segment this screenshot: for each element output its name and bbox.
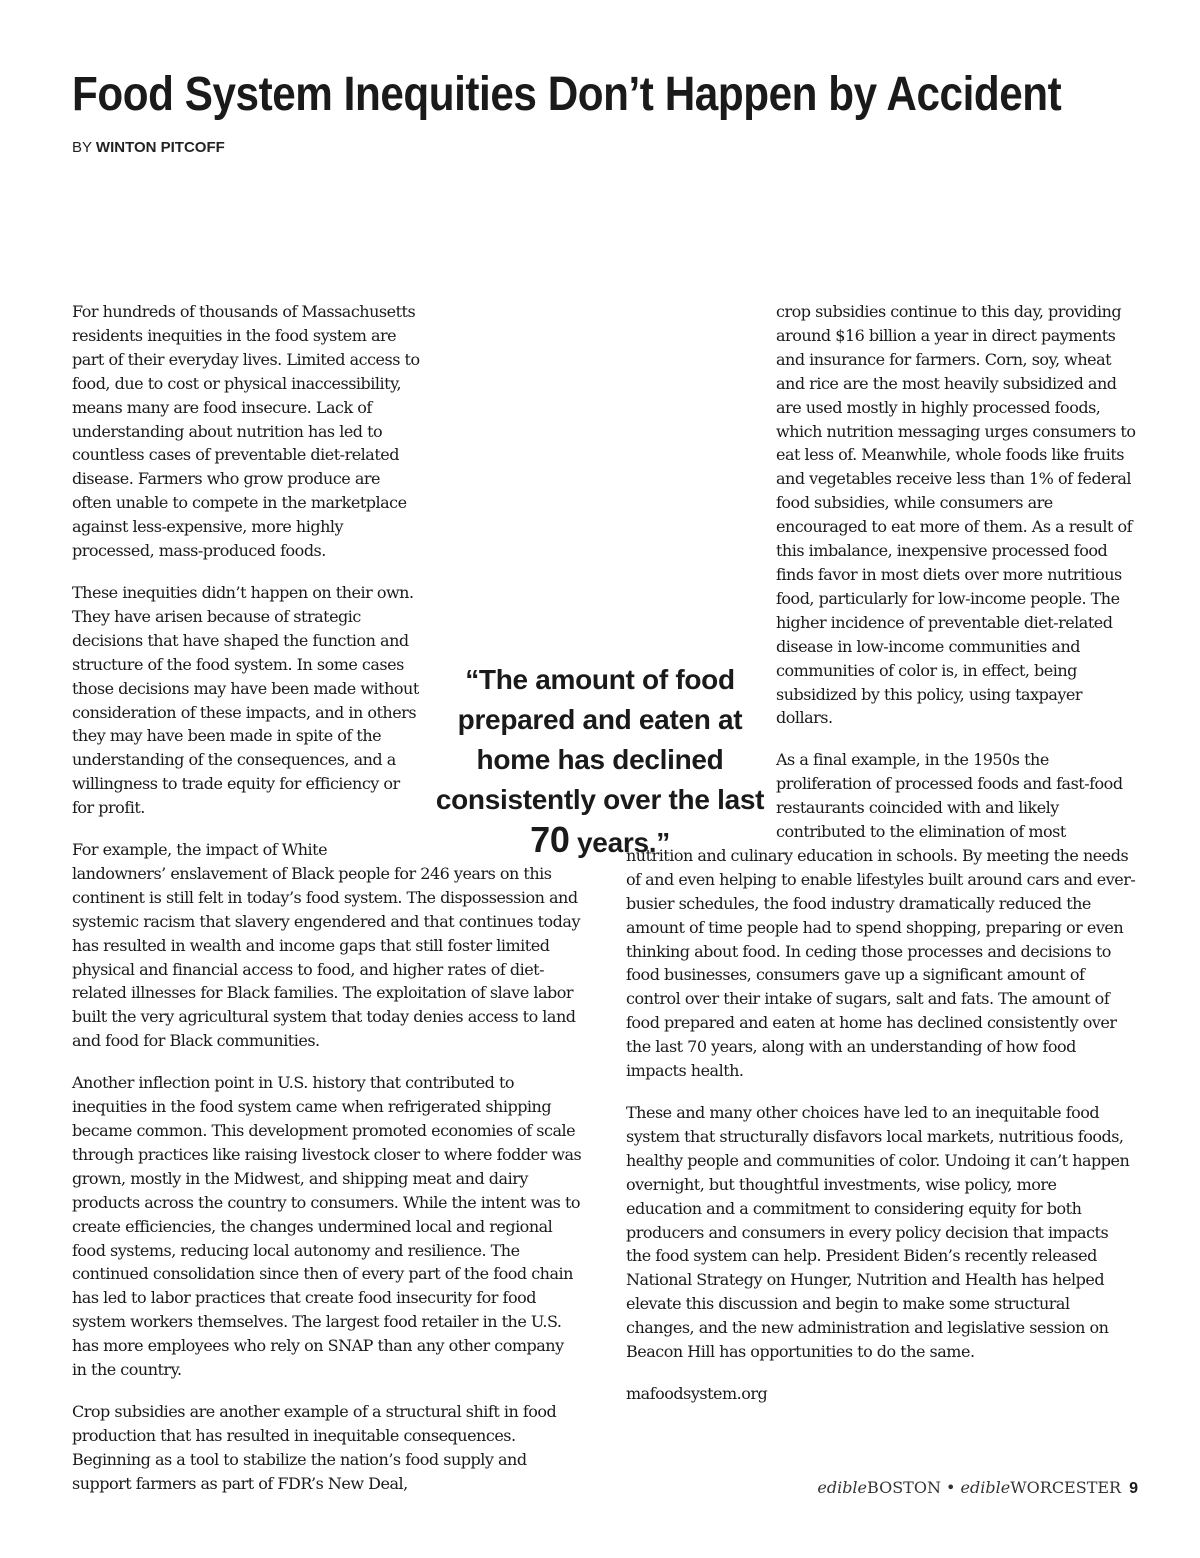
paragraph: These and many other choices have led to an inequitable food system that structurally disfavors local markets, nutritious foods, healthy people and communities of color. Undoing it can’t happen overnight, but thoughtful investments, wise policy, more education and a commitment to considering equity for both producers and consumers in every policy decision that impacts the food system can help. President Biden’s recently released National Strategy on Hunger, Nutrition and Health has helped elevate this discussion and begin to make some structural changes, and the new administration and legislative session on Beacon Hill has opportunities to do the same.	[626, 1103, 1130, 1362]
paragraph: As a final example, in the 1950s the proliferation of processed foods and fast-food restaurants coincided with and likely contributed to the elimination of most nutrition and culinary education in schools. By meeting the needs of and even helping to enable lifestyles built around cars and ever-busier schedules, the food industry dramatically reduced the amount of time people had to spend shopping, preparing or even thinking about food. In ceding those processes and decisions to food businesses, consumers gave up a significant amount of control over their intake of sugars, salt and fats. The amount of food prepared and eaten at home has declined consistently over the last 70 years, along with an understanding of how food impacts health.	[626, 750, 1136, 1081]
pull-quote-number: 70	[530, 819, 570, 860]
pull-quote-text: “The amount of food prepared and eaten at home has declined consistently over the last	[435, 664, 765, 815]
footer-brand-prefix: edible	[960, 1478, 1011, 1497]
page-number: 9	[1129, 1480, 1138, 1497]
website-link[interactable]: mafoodsystem.org	[626, 1383, 768, 1403]
byline	[72, 138, 225, 158]
author-name: WINTON PITCOFF	[95, 139, 225, 156]
footer-separator: •	[940, 1478, 961, 1497]
paragraph: Crop subsidies are another example of a structural shift in food production that has resulted in inequitable consequences. Beginning as a tool to stabilize the nation’s food supply and support farmers as part of FDR’s New Deal,	[72, 1401, 557, 1493]
paragraph: Another inflection point in U.S. history that contributed to inequities in the food system came when refrigerated shipping became common. This development promoted economies of scale through practices like raising livestock closer to where fodder was grown, mostly in the Midwest, and shipping meat and dairy products across the country to consumers. While the intent was to create efficiencies, the changes undermined local and regional food systems, reducing local autonomy and resilience. The continued consolidation since then of every part of the food chain has led to labor practices that create food insecurity for food system workers themselves. The largest food retailer in the U.S. has more employees who rely on SNAP than any other company in the country.	[72, 1073, 582, 1380]
paragraph: crop subsidies continue to this day, providing around $16 billion a year in direct payments and insurance for farmers. Corn, soy, wheat and rice are the most heavily subsidized and are used mostly in highly processed foods, which nutrition messaging urges consumers to eat less of. Meanwhile, whole foods like fruits and vegetables receive less than 1% of federal food subsidies, while consumers are encouraged to eat more of them. As a result of this imbalance, inexpensive processed food finds favor in most diets over more nutritious food, particularly for low-income people. The higher incidence of preventable diet-related disease in low-income communities and communities of color is, in effect, being subsidized by this policy, using taxpayer dollars.	[776, 302, 1136, 728]
pull-quote-end: years.”	[569, 827, 670, 858]
body-column-left	[72, 300, 582, 1514]
paragraph: For example, the impact of White landowners’ enslavement of Black people for 246 years on this continent is still felt in today’s food system. The dispossession and systemic racism that slavery engendered and that continues today has resulted in wealth and income gaps that still foster limited physical and financial access to food, and higher rates of diet-related illnesses for Black families. The exploitation of slave labor built the very agricultural system that today denies access to land and food for Black communities.	[72, 840, 580, 1051]
byline-prefix: BY	[72, 139, 92, 156]
footer-brand-name: BOSTON	[867, 1478, 941, 1497]
footer-brand-prefix: edible	[817, 1478, 868, 1497]
article-title: Food System Inequities Don’t Happen by Accident	[72, 68, 1062, 121]
page-footer	[817, 1477, 1138, 1500]
pull-quote	[428, 660, 772, 863]
paragraph: For hundreds of thousands of Massachusetts residents inequities in the food system are part of their everyday lives. Limited access to food, due to cost or physical inaccessibility, means many are food insecure. Lack of understanding about nutrition has led to countless cases of preventable diet-related disease. Farmers who grow produce are often unable to compete in the marketplace against less-expensive, more highly processed, mass-produced foods.	[72, 302, 420, 561]
paragraph: These inequities didn’t happen on their own. They have arisen because of strategic decisions that have shaped the function and structure of the food system. In some cases those decisions may have been made without consideration of these impacts, and in others they may have been made in spite of the understanding of the consequences, and a willingness to trade equity for efficiency or for profit.	[72, 582, 419, 818]
footer-brand-name: WORCESTER	[1010, 1478, 1122, 1497]
